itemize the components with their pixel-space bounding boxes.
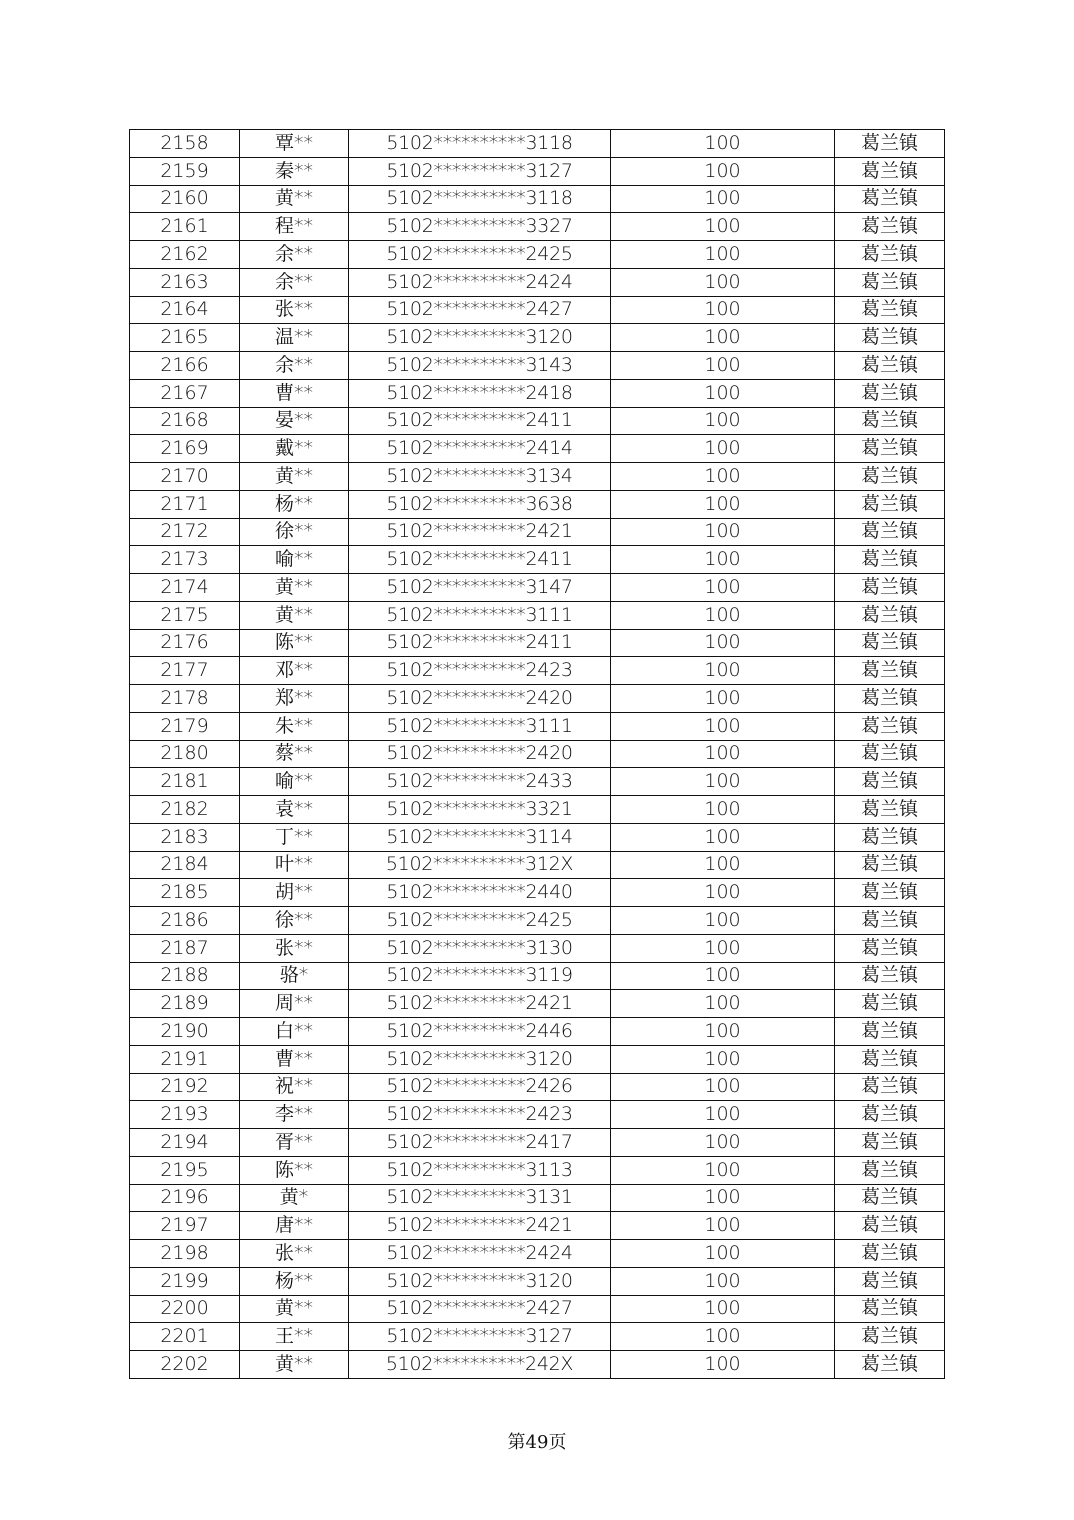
serial-number-cell: 2201	[130, 1323, 240, 1351]
table-row	[130, 796, 945, 824]
amount-cell: 100	[611, 1101, 835, 1129]
serial-number-cell: 2190	[130, 1018, 240, 1046]
serial-number-cell: 2173	[130, 546, 240, 574]
table-row	[130, 213, 945, 241]
id-number-cell: 5102**********3120	[349, 1045, 611, 1073]
amount-cell: 100	[611, 463, 835, 491]
name-cell: 陈**	[240, 629, 349, 657]
amount-cell: 100	[611, 130, 835, 158]
serial-number-cell: 2202	[130, 1351, 240, 1379]
town-cell: 葛兰镇	[835, 213, 945, 241]
name-cell: 秦**	[240, 157, 349, 185]
town-cell: 葛兰镇	[835, 1240, 945, 1268]
table-row	[130, 157, 945, 185]
id-number-cell: 5102**********2420	[349, 685, 611, 713]
town-cell: 葛兰镇	[835, 518, 945, 546]
table-row	[130, 352, 945, 380]
amount-cell: 100	[611, 352, 835, 380]
town-cell: 葛兰镇	[835, 130, 945, 158]
id-number-cell: 5102**********3147	[349, 574, 611, 602]
name-cell: 祝**	[240, 1073, 349, 1101]
name-cell: 朱**	[240, 712, 349, 740]
id-number-cell: 5102**********3114	[349, 823, 611, 851]
amount-cell: 100	[611, 268, 835, 296]
town-cell: 葛兰镇	[835, 629, 945, 657]
id-number-cell: 5102**********2421	[349, 518, 611, 546]
name-cell: 王**	[240, 1323, 349, 1351]
table-row	[130, 185, 945, 213]
name-cell: 李**	[240, 1101, 349, 1129]
id-number-cell: 5102**********3130	[349, 934, 611, 962]
name-cell: 邓**	[240, 657, 349, 685]
serial-number-cell: 2191	[130, 1045, 240, 1073]
amount-cell: 100	[611, 823, 835, 851]
id-number-cell: 5102**********2423	[349, 657, 611, 685]
serial-number-cell: 2159	[130, 157, 240, 185]
town-cell: 葛兰镇	[835, 657, 945, 685]
serial-number-cell: 2198	[130, 1240, 240, 1268]
table-row	[130, 324, 945, 352]
amount-cell: 100	[611, 1351, 835, 1379]
name-cell: 胡**	[240, 879, 349, 907]
town-cell: 葛兰镇	[835, 352, 945, 380]
town-cell: 葛兰镇	[835, 379, 945, 407]
id-number-cell: 5102**********3327	[349, 213, 611, 241]
serial-number-cell: 2193	[130, 1101, 240, 1129]
serial-number-cell: 2175	[130, 601, 240, 629]
name-cell: 喻**	[240, 768, 349, 796]
town-cell: 葛兰镇	[835, 907, 945, 935]
amount-cell: 100	[611, 1240, 835, 1268]
table-row	[130, 990, 945, 1018]
serial-number-cell: 2180	[130, 740, 240, 768]
id-number-cell: 5102**********3118	[349, 185, 611, 213]
name-cell: 袁**	[240, 796, 349, 824]
id-number-cell: 5102**********3638	[349, 490, 611, 518]
name-cell: 叶**	[240, 851, 349, 879]
amount-cell: 100	[611, 1018, 835, 1046]
table-row	[130, 657, 945, 685]
id-number-cell: 5102**********3134	[349, 463, 611, 491]
town-cell: 葛兰镇	[835, 407, 945, 435]
serial-number-cell: 2169	[130, 435, 240, 463]
table-row	[130, 268, 945, 296]
amount-cell: 100	[611, 296, 835, 324]
amount-cell: 100	[611, 1073, 835, 1101]
serial-number-cell: 2197	[130, 1212, 240, 1240]
id-number-cell: 5102**********2421	[349, 990, 611, 1018]
name-cell: 唐**	[240, 1212, 349, 1240]
serial-number-cell: 2163	[130, 268, 240, 296]
town-cell: 葛兰镇	[835, 823, 945, 851]
amount-cell: 100	[611, 1212, 835, 1240]
serial-number-cell: 2170	[130, 463, 240, 491]
serial-number-cell: 2200	[130, 1295, 240, 1323]
table-row	[130, 574, 945, 602]
town-cell: 葛兰镇	[835, 879, 945, 907]
table-row	[130, 1323, 945, 1351]
serial-number-cell: 2174	[130, 574, 240, 602]
table-row	[130, 823, 945, 851]
table-row	[130, 1267, 945, 1295]
serial-number-cell: 2178	[130, 685, 240, 713]
table-row	[130, 435, 945, 463]
name-cell: 杨**	[240, 490, 349, 518]
id-number-cell: 5102**********2420	[349, 740, 611, 768]
id-number-cell: 5102**********2411	[349, 629, 611, 657]
amount-cell: 100	[611, 518, 835, 546]
id-number-cell: 5102**********2427	[349, 296, 611, 324]
town-cell: 葛兰镇	[835, 296, 945, 324]
id-number-cell: 5102**********2418	[349, 379, 611, 407]
amount-cell: 100	[611, 407, 835, 435]
table-row	[130, 1129, 945, 1157]
serial-number-cell: 2183	[130, 823, 240, 851]
id-number-cell: 5102**********3111	[349, 712, 611, 740]
table-row	[130, 907, 945, 935]
amount-cell: 100	[611, 657, 835, 685]
town-cell: 葛兰镇	[835, 990, 945, 1018]
table-row	[130, 1073, 945, 1101]
table-row	[130, 407, 945, 435]
amount-cell: 100	[611, 1323, 835, 1351]
serial-number-cell: 2181	[130, 768, 240, 796]
amount-cell: 100	[611, 379, 835, 407]
name-cell: 曹**	[240, 1045, 349, 1073]
table-row	[130, 740, 945, 768]
table-row	[130, 379, 945, 407]
id-number-cell: 5102**********3118	[349, 130, 611, 158]
town-cell: 葛兰镇	[835, 768, 945, 796]
town-cell: 葛兰镇	[835, 1101, 945, 1129]
town-cell: 葛兰镇	[835, 851, 945, 879]
id-number-cell: 5102**********3131	[349, 1184, 611, 1212]
amount-cell: 100	[611, 962, 835, 990]
amount-cell: 100	[611, 324, 835, 352]
amount-cell: 100	[611, 601, 835, 629]
name-cell: 喻**	[240, 546, 349, 574]
name-cell: 杨**	[240, 1267, 349, 1295]
town-cell: 葛兰镇	[835, 324, 945, 352]
serial-number-cell: 2161	[130, 213, 240, 241]
name-cell: 黄**	[240, 185, 349, 213]
serial-number-cell: 2160	[130, 185, 240, 213]
name-cell: 戴**	[240, 435, 349, 463]
id-number-cell: 5102**********3143	[349, 352, 611, 380]
id-number-cell: 5102**********2424	[349, 268, 611, 296]
name-cell: 丁**	[240, 823, 349, 851]
table-row	[130, 712, 945, 740]
table-row	[130, 851, 945, 879]
id-number-cell: 5102**********2421	[349, 1212, 611, 1240]
id-number-cell: 5102**********2425	[349, 907, 611, 935]
name-cell: 白**	[240, 1018, 349, 1046]
town-cell: 葛兰镇	[835, 1129, 945, 1157]
amount-cell: 100	[611, 157, 835, 185]
name-cell: 蔡**	[240, 740, 349, 768]
town-cell: 葛兰镇	[835, 435, 945, 463]
amount-cell: 100	[611, 685, 835, 713]
amount-cell: 100	[611, 879, 835, 907]
town-cell: 葛兰镇	[835, 712, 945, 740]
serial-number-cell: 2165	[130, 324, 240, 352]
table-row	[130, 962, 945, 990]
id-number-cell: 5102**********2414	[349, 435, 611, 463]
serial-number-cell: 2158	[130, 130, 240, 158]
name-cell: 黄**	[240, 1295, 349, 1323]
serial-number-cell: 2184	[130, 851, 240, 879]
town-cell: 葛兰镇	[835, 1267, 945, 1295]
amount-cell: 100	[611, 851, 835, 879]
town-cell: 葛兰镇	[835, 1184, 945, 1212]
town-cell: 葛兰镇	[835, 1018, 945, 1046]
table-row	[130, 1184, 945, 1212]
town-cell: 葛兰镇	[835, 1073, 945, 1101]
table-row	[130, 1018, 945, 1046]
table-row	[130, 1212, 945, 1240]
table-row	[130, 1351, 945, 1379]
name-cell: 黄**	[240, 601, 349, 629]
town-cell: 葛兰镇	[835, 490, 945, 518]
serial-number-cell: 2187	[130, 934, 240, 962]
town-cell: 葛兰镇	[835, 1351, 945, 1379]
id-number-cell: 5102**********2427	[349, 1295, 611, 1323]
town-cell: 葛兰镇	[835, 268, 945, 296]
name-cell: 晏**	[240, 407, 349, 435]
table-body	[130, 130, 945, 1379]
id-number-cell: 5102**********3111	[349, 601, 611, 629]
table-row	[130, 1240, 945, 1268]
id-number-cell: 5102**********2440	[349, 879, 611, 907]
id-number-cell: 5102**********3120	[349, 1267, 611, 1295]
name-cell: 曹**	[240, 379, 349, 407]
town-cell: 葛兰镇	[835, 962, 945, 990]
roster-table	[129, 129, 945, 1379]
amount-cell: 100	[611, 546, 835, 574]
serial-number-cell: 2196	[130, 1184, 240, 1212]
name-cell: 余**	[240, 352, 349, 380]
table-row	[130, 241, 945, 269]
amount-cell: 100	[611, 740, 835, 768]
id-number-cell: 5102**********3321	[349, 796, 611, 824]
table-row	[130, 518, 945, 546]
page-number: 第49页	[507, 1432, 567, 1453]
id-number-cell: 5102**********242X	[349, 1351, 611, 1379]
serial-number-cell: 2171	[130, 490, 240, 518]
amount-cell: 100	[611, 241, 835, 269]
table-row	[130, 1045, 945, 1073]
serial-number-cell: 2179	[130, 712, 240, 740]
amount-cell: 100	[611, 712, 835, 740]
table-row	[130, 1156, 945, 1184]
name-cell: 张**	[240, 296, 349, 324]
amount-cell: 100	[611, 1129, 835, 1157]
serial-number-cell: 2199	[130, 1267, 240, 1295]
name-cell: 余**	[240, 241, 349, 269]
town-cell: 葛兰镇	[835, 601, 945, 629]
table-row	[130, 296, 945, 324]
table-row	[130, 546, 945, 574]
id-number-cell: 5102**********3113	[349, 1156, 611, 1184]
name-cell: 徐**	[240, 518, 349, 546]
name-cell: 陈**	[240, 1156, 349, 1184]
id-number-cell: 5102**********3119	[349, 962, 611, 990]
amount-cell: 100	[611, 796, 835, 824]
name-cell: 张**	[240, 934, 349, 962]
id-number-cell: 5102**********2411	[349, 546, 611, 574]
town-cell: 葛兰镇	[835, 157, 945, 185]
table-row	[130, 463, 945, 491]
serial-number-cell: 2185	[130, 879, 240, 907]
table-row	[130, 130, 945, 158]
name-cell: 余**	[240, 268, 349, 296]
name-cell: 黄**	[240, 574, 349, 602]
amount-cell: 100	[611, 907, 835, 935]
table-row	[130, 879, 945, 907]
name-cell: 郑**	[240, 685, 349, 713]
amount-cell: 100	[611, 768, 835, 796]
town-cell: 葛兰镇	[835, 574, 945, 602]
id-number-cell: 5102**********3127	[349, 1323, 611, 1351]
town-cell: 葛兰镇	[835, 1295, 945, 1323]
town-cell: 葛兰镇	[835, 463, 945, 491]
town-cell: 葛兰镇	[835, 1045, 945, 1073]
town-cell: 葛兰镇	[835, 1323, 945, 1351]
table-row	[130, 1295, 945, 1323]
name-cell: 黄**	[240, 1351, 349, 1379]
name-cell: 张**	[240, 1240, 349, 1268]
id-number-cell: 5102**********2423	[349, 1101, 611, 1129]
serial-number-cell: 2172	[130, 518, 240, 546]
amount-cell: 100	[611, 1045, 835, 1073]
name-cell: 覃**	[240, 130, 349, 158]
table-row	[130, 1101, 945, 1129]
town-cell: 葛兰镇	[835, 546, 945, 574]
table-row	[130, 685, 945, 713]
id-number-cell: 5102**********3120	[349, 324, 611, 352]
amount-cell: 100	[611, 1156, 835, 1184]
amount-cell: 100	[611, 629, 835, 657]
table-row	[130, 934, 945, 962]
amount-cell: 100	[611, 574, 835, 602]
name-cell: 徐**	[240, 907, 349, 935]
name-cell: 骆*	[240, 962, 349, 990]
amount-cell: 100	[611, 1295, 835, 1323]
amount-cell: 100	[611, 1267, 835, 1295]
amount-cell: 100	[611, 934, 835, 962]
serial-number-cell: 2194	[130, 1129, 240, 1157]
serial-number-cell: 2176	[130, 629, 240, 657]
serial-number-cell: 2162	[130, 241, 240, 269]
id-number-cell: 5102**********2424	[349, 1240, 611, 1268]
amount-cell: 100	[611, 990, 835, 1018]
name-cell: 胥**	[240, 1129, 349, 1157]
town-cell: 葛兰镇	[835, 241, 945, 269]
id-number-cell: 5102**********2446	[349, 1018, 611, 1046]
town-cell: 葛兰镇	[835, 685, 945, 713]
name-cell: 黄*	[240, 1184, 349, 1212]
name-cell: 黄**	[240, 463, 349, 491]
table-row	[130, 629, 945, 657]
serial-number-cell: 2186	[130, 907, 240, 935]
id-number-cell: 5102**********312X	[349, 851, 611, 879]
id-number-cell: 5102**********2425	[349, 241, 611, 269]
town-cell: 葛兰镇	[835, 796, 945, 824]
town-cell: 葛兰镇	[835, 1212, 945, 1240]
serial-number-cell: 2192	[130, 1073, 240, 1101]
amount-cell: 100	[611, 490, 835, 518]
id-number-cell: 5102**********2411	[349, 407, 611, 435]
town-cell: 葛兰镇	[835, 934, 945, 962]
amount-cell: 100	[611, 185, 835, 213]
amount-cell: 100	[611, 213, 835, 241]
id-number-cell: 5102**********2433	[349, 768, 611, 796]
amount-cell: 100	[611, 435, 835, 463]
name-cell: 程**	[240, 213, 349, 241]
serial-number-cell: 2168	[130, 407, 240, 435]
serial-number-cell: 2195	[130, 1156, 240, 1184]
amount-cell: 100	[611, 1184, 835, 1212]
serial-number-cell: 2164	[130, 296, 240, 324]
id-number-cell: 5102**********2426	[349, 1073, 611, 1101]
town-cell: 葛兰镇	[835, 740, 945, 768]
town-cell: 葛兰镇	[835, 185, 945, 213]
table-row	[130, 601, 945, 629]
serial-number-cell: 2182	[130, 796, 240, 824]
town-cell: 葛兰镇	[835, 1156, 945, 1184]
name-cell: 温**	[240, 324, 349, 352]
serial-number-cell: 2177	[130, 657, 240, 685]
table-row	[130, 490, 945, 518]
serial-number-cell: 2189	[130, 990, 240, 1018]
id-number-cell: 5102**********3127	[349, 157, 611, 185]
name-cell: 周**	[240, 990, 349, 1018]
serial-number-cell: 2166	[130, 352, 240, 380]
id-number-cell: 5102**********2417	[349, 1129, 611, 1157]
serial-number-cell: 2188	[130, 962, 240, 990]
table-row	[130, 768, 945, 796]
serial-number-cell: 2167	[130, 379, 240, 407]
